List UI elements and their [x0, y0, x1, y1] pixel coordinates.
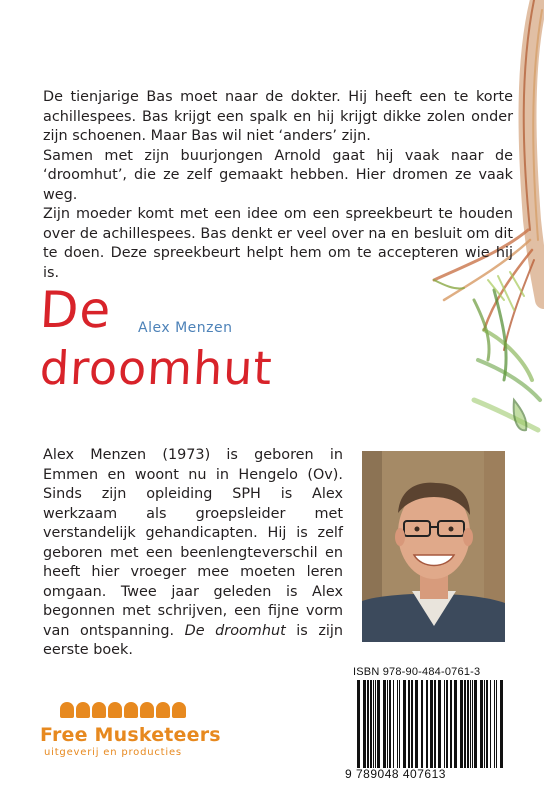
musketeer-hats-icon	[60, 702, 186, 718]
book-title-line-1: De	[38, 281, 113, 339]
blurb-paragraph: De tienjarige Bas moet naar de dokter. Hij heeft een te korte achillespees. Bas krijgt een spalk en hij krijgt dikke zolen onder zijn schoenen. Maar Bas wil niet ‘anders’ zijn.	[43, 89, 513, 144]
barcode-bars	[357, 680, 507, 768]
publisher-name: Free Musketeers	[40, 724, 221, 746]
barcode-digits: 9 789048 407613	[345, 767, 446, 781]
author-name: Alex Menzen	[138, 320, 233, 336]
barcode	[345, 666, 512, 789]
bio-book-title: De droomhut	[184, 622, 286, 639]
isbn-label: ISBN 978-90-484-0761-3	[353, 666, 481, 678]
back-cover-blurb	[43, 88, 513, 283]
author-bio	[43, 446, 343, 661]
blurb-paragraph: Samen met zijn buurjongen Arnold gaat hij vaak naar de ‘droomhut’, die ze zelf gemaakt hebben. Hier dromen ze vaak weg.	[43, 147, 513, 203]
bio-text-end: is zijn eerste boek.	[43, 622, 343, 658]
bio-text: Alex Menzen (1973) is geboren in Emmen en woont nu in Hengelo (Ov). Sinds zijn opleiding SPH is Alex werkzaam als groepsleider met verstandelijk gehandicapten. Hij is zelf geboren met een beenlengteverschil en heeft hier vroeger mee moeten leren omgaan. Twee jaar geleden is Alex begonnen met schrijven, een fijne vorm van ontspanning.	[43, 447, 343, 639]
author-photo	[362, 451, 505, 642]
publisher-logo	[40, 702, 230, 762]
publisher-tagline: uitgeverij en producties	[44, 747, 182, 758]
book-title-line-2: droomhut	[38, 341, 274, 395]
blurb-paragraph: Zijn moeder komt met een idee om een spreekbeurt te houden over de achillespees. Bas denkt er veel over na en besluit om dit te doen. Deze spreekbeurt helpt hem om te accepteren wie hij is.	[43, 206, 513, 281]
